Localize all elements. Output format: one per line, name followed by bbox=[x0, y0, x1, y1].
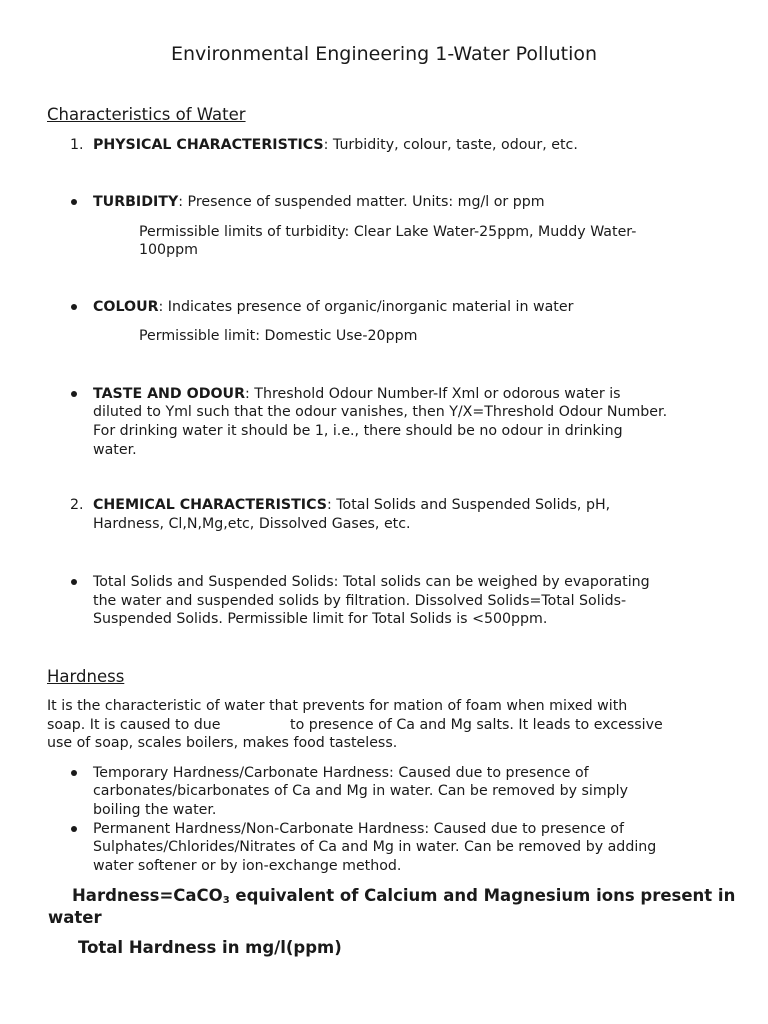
taste-odour-line2: diluted to Yml such that the odour vanishes, then Y/X=Threshold Odour Number. bbox=[93, 404, 668, 420]
permanent-hardness-line2: Sulphates/Chlorides/Nitrates of Ca and Mg in water. Can be removed by adding bbox=[93, 839, 657, 855]
list-number-2: 2. bbox=[70, 497, 84, 513]
taste-odour-item bbox=[93, 385, 621, 404]
turbidity-limits-line2: 100ppm bbox=[139, 242, 198, 258]
turbidity-text: : Presence of suspended matter. Units: mg/l or ppm bbox=[178, 194, 545, 210]
bullet-icon bbox=[71, 826, 77, 832]
total-hardness-heading: Total Hardness in mg/l(ppm) bbox=[78, 938, 342, 957]
colour-limit-line: Permissible limit: Domestic Use-20ppm bbox=[139, 328, 418, 344]
permanent-hardness-line3: water softener or by ion-exchange method. bbox=[93, 858, 402, 874]
physical-characteristics-text: : Turbidity, colour, taste, odour, etc. bbox=[323, 137, 578, 153]
solids-line2: the water and suspended solids by filtration. Dissolved Solids=Total Solids- bbox=[93, 593, 627, 609]
solids-line1: Total Solids and Suspended Solids: Total solids can be weighed by evaporating bbox=[93, 574, 650, 590]
taste-odour-label: TASTE AND ODOUR bbox=[93, 386, 245, 402]
chemical-characteristics-text: : Total Solids and Suspended Solids, pH, bbox=[326, 497, 611, 513]
temporary-hardness-line2: carbonates/bicarbonates of Ca and Mg in water. Can be removed by simply bbox=[93, 783, 628, 799]
taste-odour-text: : Threshold Odour Number-If Xml or odorous water is bbox=[245, 386, 621, 402]
hardness-formula bbox=[72, 885, 735, 911]
turbidity-label: TURBIDITY bbox=[93, 194, 179, 210]
permanent-hardness-line1: Permanent Hardness/Non-Carbonate Hardness: Caused due to presence of bbox=[93, 821, 624, 837]
taste-odour-line4: water. bbox=[93, 442, 137, 458]
chemical-characteristics-label: CHEMICAL CHARACTERISTICS bbox=[93, 497, 327, 513]
hardness-formula-suffix: equivalent of Calcium and Magnesium ions present in bbox=[229, 886, 736, 905]
colour-text: : Indicates presence of organic/inorganic material in water bbox=[158, 299, 574, 315]
hardness-paragraph-line2b: to presence of Ca and Mg salts. It leads to excessive bbox=[290, 717, 663, 733]
physical-characteristics-item bbox=[93, 136, 578, 155]
list-number-1: 1. bbox=[70, 137, 84, 153]
hardness-formula-prefix: Hardness=CaCO bbox=[72, 886, 223, 905]
temporary-hardness-line3: boiling the water. bbox=[93, 802, 217, 818]
chemical-characteristics-line2: Hardness, Cl,N,Mg,etc, Dissolved Gases, etc. bbox=[93, 516, 411, 532]
bullet-icon bbox=[71, 391, 77, 397]
bullet-icon bbox=[71, 770, 77, 776]
section-heading-characteristics: Characteristics of Water bbox=[47, 105, 246, 124]
chemical-characteristics-item bbox=[93, 496, 610, 515]
physical-characteristics-label: PHYSICAL CHARACTERISTICS bbox=[93, 137, 324, 153]
taste-odour-line3: For drinking water it should be 1, i.e., there should be no odour in drinking bbox=[93, 423, 623, 439]
colour-item bbox=[93, 298, 573, 317]
hardness-formula-line2: water bbox=[48, 908, 102, 927]
bullet-icon bbox=[71, 579, 77, 585]
section-heading-hardness: Hardness bbox=[47, 667, 125, 686]
hardness-paragraph-line1: It is the characteristic of water that prevents for mation of foam when mixed with bbox=[47, 698, 628, 714]
bullet-icon bbox=[71, 199, 77, 205]
turbidity-limits-line1: Permissible limits of turbidity: Clear Lake Water-25ppm, Muddy Water- bbox=[139, 224, 637, 240]
hardness-paragraph-line2a: soap. It is caused to due bbox=[47, 717, 221, 733]
temporary-hardness-line1: Temporary Hardness/Carbonate Hardness: Caused due to presence of bbox=[93, 765, 589, 781]
bullet-icon bbox=[71, 304, 77, 310]
hardness-paragraph-line3: use of soap, scales boilers, makes food tasteless. bbox=[47, 735, 398, 751]
document-title: Environmental Engineering 1-Water Pollution bbox=[170, 43, 598, 65]
solids-line3: Suspended Solids. Permissible limit for Total Solids is <500ppm. bbox=[93, 611, 548, 627]
turbidity-item bbox=[93, 193, 545, 212]
hardness-formula-subscript: 3 bbox=[222, 895, 230, 906]
colour-label: COLOUR bbox=[93, 299, 159, 315]
